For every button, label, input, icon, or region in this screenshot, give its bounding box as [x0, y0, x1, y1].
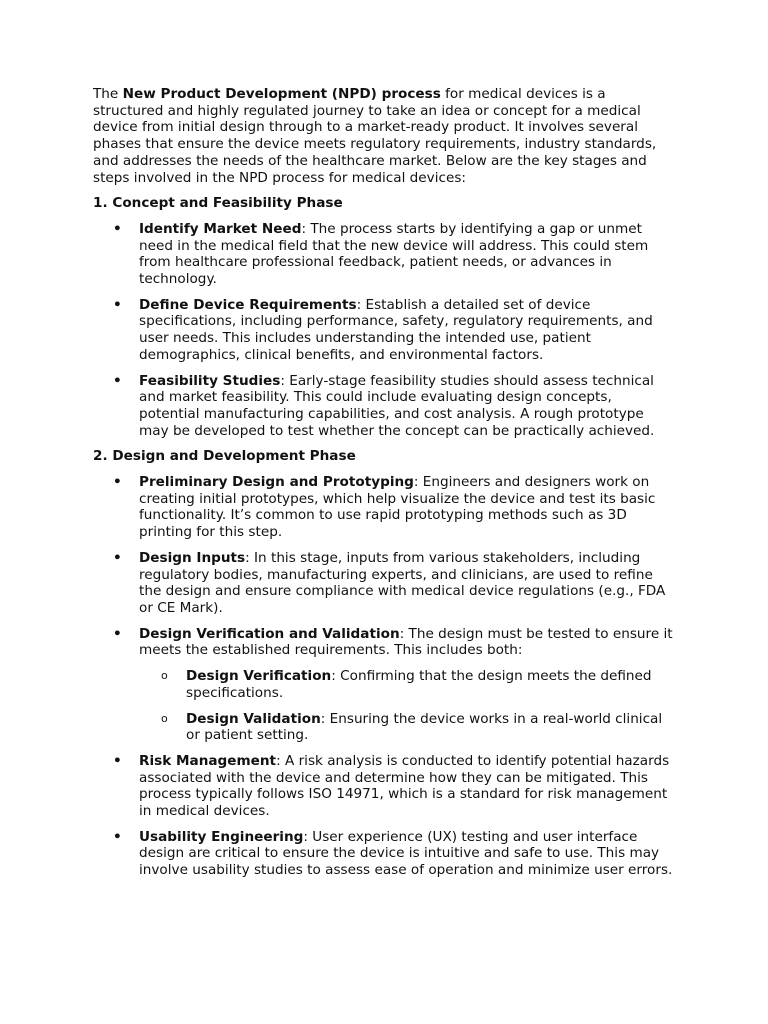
bullet-icon: • — [113, 752, 122, 769]
sub-bullet-list — [139, 668, 675, 744]
bullet-icon: • — [113, 296, 122, 313]
list-item: • Design Inputs: In this stage, inputs from various stakeholders, including regulatory bodies, manufacturing experts, and clinicians, are used to refine the design and ensure compliance with medical device regulations (e.g., FDA or CE Mark). — [113, 549, 666, 616]
bullet-icon: • — [113, 372, 122, 389]
sub-list-item: o Design Verification: Confirming that the design meets the defined specifications. — [161, 668, 652, 701]
sub-list-item: o Design Validation: Ensuring the device works in a real-world clinical or patient setting. — [161, 710, 663, 744]
list-item: • Risk Management: A risk analysis is conducted to identify potential hazards associated with the device and determine how they can be mitigated. This process typically follows ISO 14971, which is a standard for risk management in medical devices. — [113, 752, 670, 820]
section-heading-design: 2. Design and Development Phase — [93, 448, 356, 465]
list-item: • Usability Engineering: User experience (UX) testing and user interface design are critical to ensure the device is intuitive and safe to use. This may involve usability studies to assess ease of operation and minimize user errors. — [113, 828, 673, 879]
bullet-icon: • — [113, 549, 122, 566]
list-item: • Feasibility Studies: Early-stage feasibility studies should assess technical and market feasibility. This could include evaluating design concepts, potential manufacturing capabilities, and cost analysis. A rough prototype may be developed to test whether the concept can be practically achieved. — [113, 372, 655, 439]
document-page — [93, 86, 675, 888]
list-item: • Design Verification and Validation: The design must be tested to ensure it meets the established requirements. This includes both: o Design Verification: Confirming that the design meets the defined specifications. o Design Validation: Ensuring the device works in a real-world clinical or patient setting. — [93, 626, 675, 744]
list-item: • Identify Market Need: The process starts by identifying a gap or unmet need in the medical field that the new device will address. This could stem from healthcare professional feedback, patient needs, or advances in technology. — [113, 220, 649, 288]
intro-paragraph: The New Product Development (NPD) process for medical devices is a structured and highly regulated journey to take an idea or concept for a medical device from initial design through to a market-ready product. It involves several phases that ensure the device meets regulatory requirements, industry standards, and addresses the needs of the healthcare market. Below are the key stages and steps involved in the NPD process for medical devices: — [93, 86, 657, 186]
bullet-icon: • — [113, 828, 122, 845]
bullet-icon: • — [113, 625, 122, 642]
bullet-list-concept — [93, 221, 675, 439]
circle-bullet-icon: o — [161, 669, 168, 683]
bullet-icon: • — [113, 220, 122, 237]
circle-bullet-icon: o — [161, 711, 168, 725]
section-heading-concept: 1. Concept and Feasibility Phase — [93, 195, 343, 212]
intro-term: New Product Development (NPD) process — [122, 86, 441, 102]
bullet-list-design — [93, 474, 675, 879]
list-item: • Define Device Requirements: Establish a detailed set of device specifications, including performance, safety, regulatory requirements, and user needs. This includes understanding the intended use, patient demographics, clinical benefits, and environmental factors. — [113, 296, 653, 363]
bullet-icon: • — [113, 474, 122, 491]
list-item: • Preliminary Design and Prototyping: Engineers and designers work on creating initial prototypes, which help visualize the device and test its basic functionality. It’s common to use rapid prototyping methods such as 3D printing for this step. — [113, 474, 656, 541]
